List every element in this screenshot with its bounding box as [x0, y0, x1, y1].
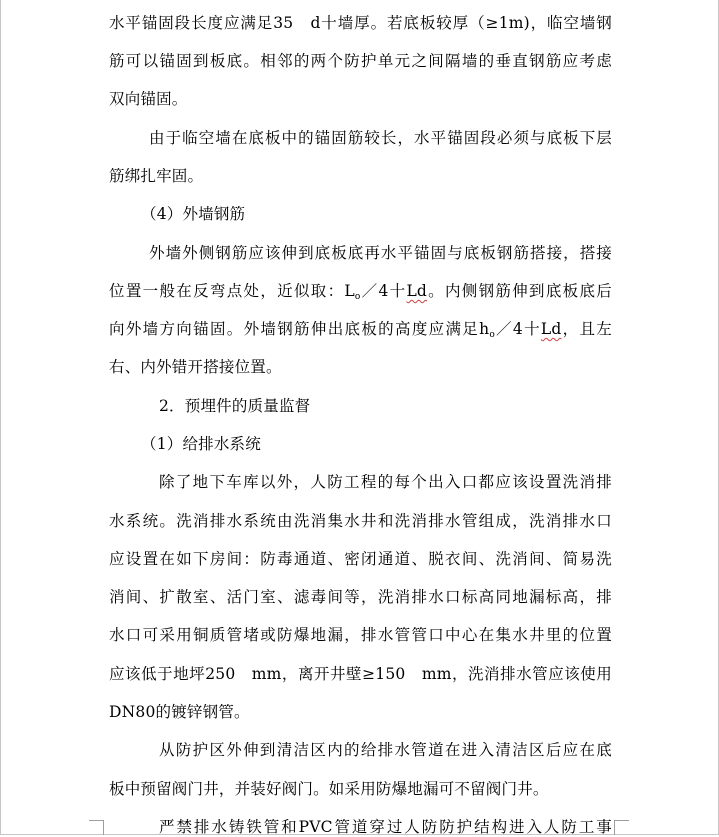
paragraph-line: 水系统。洗消排水系统由洗消集水井和洗消排水管组成，洗消排水口: [109, 512, 612, 530]
paragraph-line: 严禁排水铸铁管和PVC管道穿过人防防护结构进入人防工事: [159, 818, 612, 836]
section-heading: 2．预埋件的质量监督: [159, 397, 311, 415]
paragraph-line: 板中预留阀门井，并装好阀门。如采用防爆地漏可不留阀门井。: [109, 780, 549, 798]
text-run: 。内侧钢筋伸到底板底后: [427, 282, 613, 300]
subscript: o: [489, 330, 495, 340]
text-run: 位置一般在反弯点处，近似取：L: [109, 282, 355, 300]
text-run: ／4十: [494, 320, 541, 338]
margin-corner-mark: [89, 820, 104, 835]
spellcheck-underlined-text: Ld: [540, 320, 562, 338]
paragraph-line: 水口可采用铜质管堵或防爆地漏，排水管管口中心在集水井里的位置: [109, 626, 612, 644]
paragraph-line: [109, 319, 612, 345]
paragraph-line: 筋可以锚固到板底。相邻的两个防护单元之间隔墙的垂直钢筋应考虑: [109, 52, 612, 70]
paragraph-line: [109, 281, 612, 307]
spellcheck-underlined-text: Ld: [406, 282, 428, 300]
paragraph-line: 除了地下车库以外，人防工程的每个出入口都应该设置洗消排: [159, 473, 612, 491]
paragraph-line: 双向锚固。: [109, 90, 188, 108]
paragraph-line: 筋绑扎牢固。: [109, 167, 204, 185]
paragraph-line: 由于临空墙在底板中的锚固筋较长，水平锚固段必须与底板下层: [149, 129, 612, 147]
paragraph-line: DN80的镀锌钢管。: [109, 703, 250, 721]
subsection-heading: （1）给排水系统: [141, 435, 261, 453]
section-heading: （4）外墙钢筋: [141, 205, 246, 223]
paragraph-line: 消间、扩散室、活门室、滤毒间等，洗消排水口标高同地漏标高，排: [109, 588, 612, 606]
paragraph-line: 应设置在如下房间：防毒通道、密闭通道、脱衣间、洗消间、简易洗: [109, 550, 612, 568]
paragraph-line: 从防护区外伸到清洁区内的给排水管道在进入清洁区后应在底: [159, 741, 612, 759]
subscript: o: [354, 292, 361, 302]
text-run: ，且左: [561, 320, 613, 338]
paragraph-line: 水平锚固段长度应满足35 d十墙厚。若底板较厚（≥1m)，临空墙钢: [109, 14, 612, 32]
paragraph-line: 外墙外侧钢筋应该伸到底板底再水平锚固与底板钢筋搭接，搭接: [149, 244, 612, 262]
margin-corner-mark: [614, 820, 629, 835]
paragraph-line: 右、内外错开搭接位置。: [109, 358, 282, 376]
paragraph-line: 应该低于地坪250 mm，离开井壁≥150 mm，洗消排水管应该使用: [109, 665, 612, 683]
text-run: 向外墙方向锚固。外墙钢筋伸出底板的高度应满足h: [109, 320, 490, 338]
text-run: ／4十: [360, 282, 407, 300]
